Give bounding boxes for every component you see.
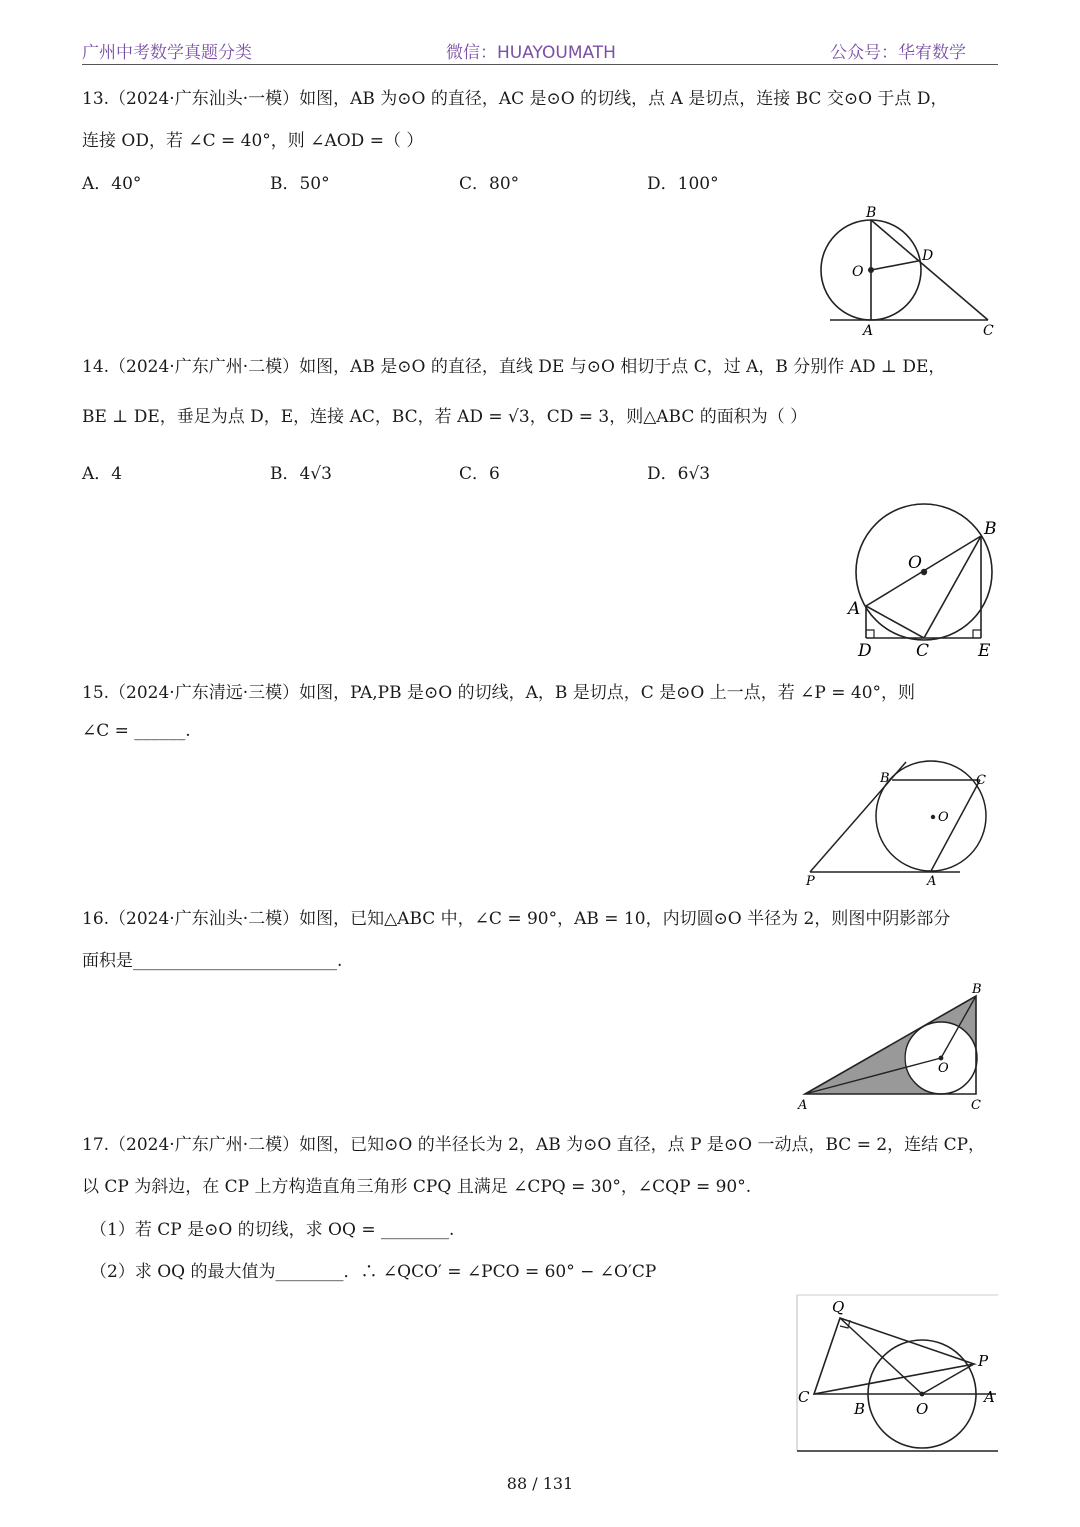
- header-center: 微信：HUAYOUMATH: [446, 43, 616, 63]
- q17-segment-oq: [840, 1318, 922, 1394]
- q14-label-c: C: [916, 641, 930, 661]
- q15-label-a: A: [927, 874, 937, 889]
- q17-triangle-cpq: [814, 1318, 974, 1394]
- q17-center-dot: [920, 1392, 925, 1397]
- q13-option-d: D．100°: [647, 174, 719, 194]
- q13-line1: 13.（2024·广东汕头·一模）如图，AB 为⊙O 的直径，AC 是⊙O 的切线，点 A 是切点，连接 BC 交⊙O 于点 D，: [82, 89, 948, 109]
- q17-label-c: C: [798, 1388, 810, 1406]
- q14-option-b: B．4√3: [270, 464, 332, 484]
- q17-line2: 以 CP 为斜边，在 CP 上方构造直角三角形 CPQ 且满足 ∠CPQ = 30°，∠CQP = 90°.: [82, 1177, 752, 1197]
- page-number: 88 / 131: [506, 1474, 574, 1493]
- q14-label-b: B: [984, 519, 997, 539]
- q16-line1: 16.（2024·广东汕头·二模）如图，已知△ABC 中，∠C = 90°，AB = 10，内切圆⊙O 半径为 2，则图中阴影部分: [82, 909, 951, 929]
- q15-label-c: C: [976, 773, 986, 788]
- header-right: 公众号：华宥数学: [830, 43, 966, 63]
- q13-segment-od: [871, 261, 918, 270]
- q13-label-b: B: [866, 205, 877, 221]
- q17-line1: 17.（2024·广东广州·二模）如图，已知⊙O 的半径长为 2，AB 为⊙O 直径，点 P 是⊙O 一动点，BC = 2，连结 CP，: [82, 1135, 986, 1155]
- q16-figure: [790, 978, 1000, 1114]
- q14-right-angle-d: [866, 630, 874, 638]
- q15-label-o: O: [938, 810, 949, 825]
- q16-label-o: O: [938, 1061, 949, 1076]
- q15-chord-ca: [931, 780, 980, 871]
- q14-label-o: O: [908, 553, 922, 573]
- q14-figure: [838, 500, 1008, 662]
- q14-label-a: A: [848, 599, 861, 619]
- q17-label-b: B: [854, 1400, 866, 1418]
- q17-label-a: A: [984, 1388, 995, 1406]
- q17-sub1: （1）若 CP 是⊙O 的切线，求 OQ = ________.: [90, 1220, 455, 1240]
- q17-figure: [796, 1294, 1000, 1454]
- q15-figure: [800, 760, 1000, 890]
- q16-label-c: C: [971, 1098, 981, 1113]
- q13-label-a: A: [863, 323, 874, 339]
- q14-line1: 14.（2024·广东广州·二模）如图，AB 是⊙O 的直径，直线 DE 与⊙O 相切于点 C，过 A，B 分别作 AD ⊥ DE，: [82, 357, 946, 377]
- q13-line-bc: [871, 220, 988, 320]
- q13-figure: [810, 200, 1000, 340]
- q15-line2: ∠C = ______.: [82, 721, 191, 741]
- q13-label-d: D: [922, 248, 934, 264]
- q13-center-dot: [868, 267, 874, 273]
- q14-label-d: D: [858, 641, 872, 661]
- q13-label-c: C: [983, 323, 994, 339]
- q17-label-o: O: [916, 1400, 929, 1418]
- q14-label-e: E: [978, 641, 991, 661]
- header-left: 广州中考数学真题分类: [82, 43, 252, 63]
- q17-label-p: P: [978, 1352, 989, 1370]
- q13-option-c: C．80°: [459, 174, 520, 194]
- q15-label-b: B: [880, 771, 890, 786]
- q14-option-a: A．4: [82, 464, 123, 484]
- q13-line2: 连接 OD，若 ∠C = 40°，则 ∠AOD =（ ）: [82, 131, 424, 151]
- q15-center-dot: [931, 815, 935, 819]
- q14-option-c: C．6: [459, 464, 500, 484]
- q14-line2: BE ⊥ DE，垂足为点 D，E，连接 AC，BC，若 AD = √3，CD = 3，则△ABC 的面积为（ ）: [82, 407, 808, 427]
- q15-label-p: P: [806, 874, 815, 889]
- q14-right-angle-e: [973, 630, 981, 638]
- q16-label-b: B: [972, 982, 982, 997]
- q14-option-d: D．6√3: [647, 464, 711, 484]
- q16-line2: 面积是________________________.: [82, 951, 343, 971]
- q17-label-q: Q: [832, 1298, 845, 1316]
- q14-segment-bc: [924, 536, 981, 638]
- q17-sub2: （2）求 OQ 的最大值为________．∴ ∠QCO′ = ∠PCO = 60° − ∠O′CP: [90, 1262, 657, 1282]
- q16-label-a: A: [798, 1098, 808, 1113]
- q13-label-o: O: [852, 264, 864, 280]
- q13-option-b: B．50°: [270, 174, 330, 194]
- q15-line1: 15.（2024·广东清远·三模）如图，PA,PB 是⊙O 的切线，A，B 是切点，C 是⊙O 上一点，若 ∠P = 40°，则: [82, 683, 916, 703]
- q13-option-a: A．40°: [82, 174, 142, 194]
- q15-tangent-pb: [810, 762, 906, 872]
- header-divider: [82, 64, 998, 65]
- q16-center-dot: [939, 1056, 944, 1061]
